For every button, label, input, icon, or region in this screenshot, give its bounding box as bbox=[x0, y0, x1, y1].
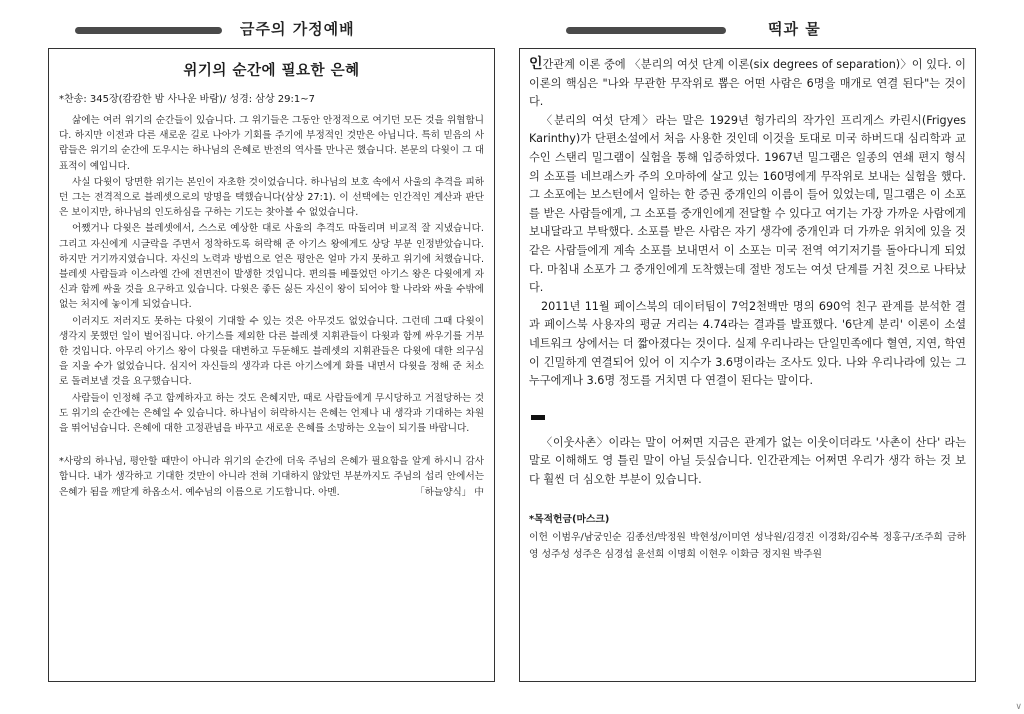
bread-and-water-panel bbox=[519, 48, 976, 682]
page-corner-mark: ∨ bbox=[1015, 702, 1022, 712]
right-header-bar bbox=[566, 27, 726, 34]
essay-paragraph: 〈이웃사촌〉이라는 말이 어쩌면 지금은 관계가 없는 이웃이더라도 '사촌이 산다' 라는 말로 이해해도 영 틀린 말이 아닐 듯싶습니다. 인간관계는 어쩌면 우리가 생각 하는 것 보다 훨씬 더 심오한 부분이 있습니다. bbox=[529, 435, 966, 486]
sermon-paragraph: 어쨌거나 다윗은 블레셋에서, 스스로 예상한 대로 사울의 추격도 따돌리며 비교적 잘 지냈습니다. 그리고 자신에게 시글락을 주면서 정착하도록 허락해 준 아기스 왕에게도 상당 부분 인정받았습니다. 하지만 거기까지였습니다. 자신의 노력과 방법으로 얻은 평안은 얼마 가지 못하고 위기에 처했습니다. 블레셋 사람들과 이스라엘 간에 전면전이 발생한 것입니다. 편의를 베풀었던 아기스 왕은 다윗에게 자신과 함께 싸울 것을 요구하고 있습니다. 다윗은 좋든 싫든 자신이 왕이 되어야 할 나라와 싸울 수밖에 없는 처지에 놓이게 되었습니다. bbox=[59, 223, 484, 311]
offering-title: *목적헌금(마스크) bbox=[529, 514, 610, 526]
sermon-paragraph: 사실 다윗이 당면한 위기는 본인이 자초한 것이었습니다. 하나님의 보호 속에서 사울의 추격을 피하던 그는 전격적으로 블레셋으로의 망명을 택했습니다(삼상 27:1). 이 선택에는 인간적인 계산과 판단은 보이지만, 하나님의 인도하심을 구하는 기도는 찾아볼 수 없었습니다. bbox=[59, 176, 484, 219]
sermon-paragraph: 삶에는 여러 위기의 순간들이 있습니다. 그 위기들은 그동안 안정적으로 여기던 모든 것을 위협합니다. 하지만 이전과 다른 새로운 길로 나아가 기회를 주기에 부정적인 것만은 아닙니다. 특히 믿음의 사람들은 위기의 순간에 도우시는 하나님의 은혜로 반전의 역사를 만나곤 했습니다. 본문의 다윗이 그 대표적이 예입니다. bbox=[59, 115, 484, 172]
prayer-text: *사랑의 하나님, 평안할 때만이 아니라 위기의 순간에 더욱 주님의 은혜가 필요함을 알게 하시니 감사합니다. 내가 생각하고 기대한 것만이 아니라 전혀 기대하지 않았던 부분까지도 주님의 섭리 안에서는 은혜가 됨을 깨닫게 하옵소서. 예수님의 이름으로 기도합니다. 아멘. bbox=[59, 456, 484, 498]
left-header-bar bbox=[75, 27, 222, 34]
section-divider bbox=[531, 415, 545, 420]
source-citation: 「하늘양식」 中 bbox=[415, 486, 484, 498]
sermon-paragraph: 사람들이 인정해 주고 함께하자고 하는 것도 은혜지만, 때로 사람들에게 무시당하고 거절당하는 것도 위기의 순간에는 은혜일 수 있습니다. 하나님이 허락하시는 은혜는 언제나 내 생각과 기대하는 차원을 뛰어넘습니다. 은혜에 대한 고정관념을 바꾸고 새로운 은혜를 소망하는 오늘이 되기를 바랍니다. bbox=[59, 392, 484, 435]
left-header-title: 금주의 가정예배 bbox=[240, 20, 355, 38]
essay-paragraph: 2011년 11월 페이스북의 데이터팀이 7억2천백만 명의 690억 친구 관계를 분석한 결과 페이스북 사용자의 평균 거리는 4.74라는 결과를 발표했다. '6단계 분리' 이론이 소셜네트워크 상에서는 더 짧아졌다는 것이다. 실제 우리나라는 단일민족에다 혈연, 지연, 학연이 긴밀하게 연결되어 있어 이 지수가 3.6명이라는 조사도 있다. 나와 우리나라에 있는 그 누구에게나 3.6명 정도를 거치면 다 연결이 된다는 말이다. bbox=[529, 299, 966, 388]
essay-paragraph: 〈분리의 여섯 단계〉라는 말은 1929년 헝가리의 작가인 프리게스 카린시(Frigyes Karinthy)가 단편소설에서 처음 사용한 것인데 이것을 토대로 미국 하버드대 심리학과 교수인 스탠리 밀그램이 실험을 통해 입증하였다. 1967년 밀그램은 일종의 연쇄 편지 형식의 소포를 네브래스카 주의 오마하에 살고 있는 160명에게 무작위로 보내는 실험을 했다. 그 소포에는 보스턴에서 일하는 한 증권 중개인의 이름이 들어 있었는데, 밀그램은 이 소포를 받은 사람들에게, 그 소포를 중개인에게 전달할 수 있다고 여기는 가장 가까운 사람에게 보내달라고 부탁했다. 소포를 받은 사람은 자기 생각에 중개인과 더 가까운 위치에 있을 것 같은 사람들에게 계속 소포를 보내면서 이 소포는 미국 전역 여기저기를 돌아다니게 되었다. 마침내 소포가 그 중개인에게 도착했는데 절반 정도는 여섯 단계를 거친 것으로 나타났다. bbox=[529, 113, 966, 295]
hymn-scripture-line: *찬송: 345장(캄캄한 밤 사나운 바람)/ 성경: 삼상 29:1~7 bbox=[59, 94, 316, 105]
right-header-title: 떡과 물 bbox=[768, 20, 821, 38]
drop-cap: 인 bbox=[529, 56, 543, 72]
family-worship-panel bbox=[48, 48, 495, 682]
closing-prayer bbox=[59, 454, 484, 500]
offering-names: 이헌 이범우/남궁인순 김종선/박정원 박현성/이미연 성낙원/김경진 이경화/김수복 정홍구/조주희 금하영 성주성 성주은 심경섭 윤선희 이명희 이현우 이화금 정지원 박주원 bbox=[529, 532, 966, 561]
essay-paragraph-text: 간관계 이론 중에 〈분리의 여섯 단계 이론(six degrees of separation)〉이 있다. 이 이론의 핵심은 "나와 무관한 무작위로 뽑은 어떤 사람은 6명을 매개로 연결 된다"는 것이다. bbox=[529, 58, 966, 109]
sermon-paragraph: 이러지도 저러지도 못하는 다윗이 기대할 수 있는 것은 아무것도 없었습니다. 그런데 그때 다윗이 생각지 못했던 일이 벌어집니다. 아기스를 제외한 다른 블레셋 지휘관들이 다윗과 함께 싸우기를 거부한 것입니다. 아무리 아기스 왕이 다윗을 대변하고 두둔해도 블레셋의 지휘관들은 다윗에 대한 의구심을 지울 수가 없었습니다. 심지어 자신들의 생각과 다른 아기스에게 화를 내면서 다윗을 정해 준 처소로 돌려보낼 것을 요구했습니다. bbox=[59, 315, 484, 388]
sermon-title: 위기의 순간에 필요한 은혜 bbox=[183, 63, 360, 79]
essay-paragraph bbox=[529, 55, 966, 112]
